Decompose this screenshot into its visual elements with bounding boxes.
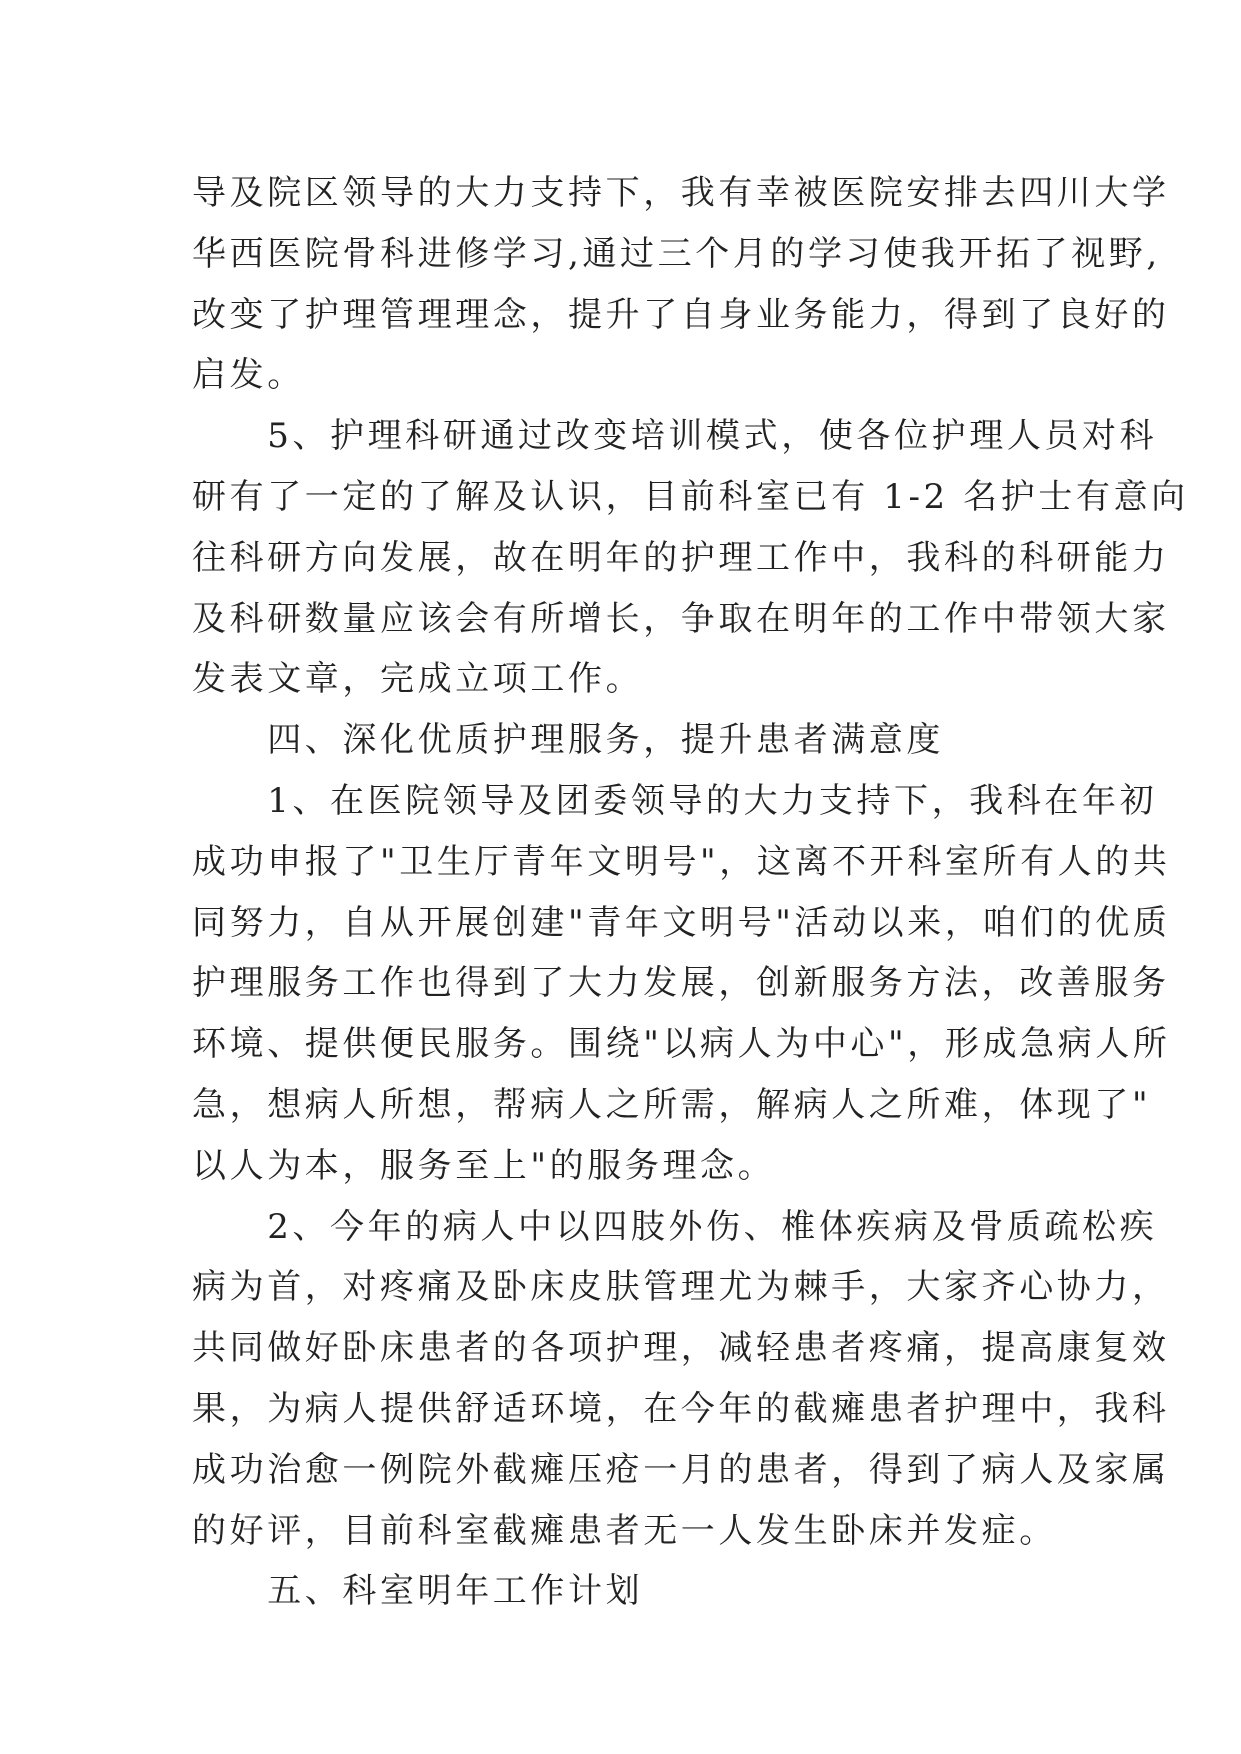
text-line: 急，想病人所想，帮病人之所需，解病人之所难，体现了": [192, 1084, 1152, 1125]
text-line: 成功申报了"卫生厅青年文明号"，这离不开科室所有人的共: [192, 841, 1171, 882]
text-line: 往科研方向发展，故在明年的护理工作中，我科的科研能力: [192, 537, 1170, 578]
section-heading: 四、深化优质护理服务，提升患者满意度: [192, 720, 944, 761]
text-line: 华西医院骨科进修学习,通过三个月的学习使我开拓了视野,: [192, 233, 1161, 274]
text-line: 5、护理科研通过改变培训模式，使各位护理人员对科: [192, 416, 1158, 457]
text-line: 研有了一定的了解及认识，目前科室已有 1-2 名护士有意向: [192, 476, 1189, 517]
section-heading: 五、科室明年工作计划: [192, 1571, 644, 1612]
text-line: 发表文章，完成立项工作。: [192, 659, 644, 700]
text-line: 环境、提供便民服务。围绕"以病人为中心"，形成急病人所: [192, 1024, 1171, 1065]
text-line: 护理服务工作也得到了大力发展，创新服务方法，改善服务: [192, 963, 1170, 1004]
text-line: 改变了护理管理理念，提升了自身业务能力，得到了良好的: [192, 294, 1170, 335]
text-line: 及科研数量应该会有所增长，争取在明年的工作中带领大家: [192, 598, 1170, 639]
text-line: 成功治愈一例院外截瘫压疮一月的患者，得到了病人及家属: [192, 1449, 1170, 1490]
text-line: 2、今年的病人中以四肢外伤、椎体疾病及骨质疏松疾: [192, 1206, 1158, 1247]
document-body: [192, 163, 1189, 1622]
text-line: 共同做好卧床患者的各项护理，减轻患者疼痛，提高康复效: [192, 1328, 1170, 1369]
text-line: 1、在医院领导及团委领导的大力支持下，我科在年初: [192, 780, 1158, 821]
text-line: 以人为本，服务至上"的服务理念。: [192, 1145, 776, 1186]
text-line: 果，为病人提供舒适环境，在今年的截瘫患者护理中，我科: [192, 1388, 1170, 1429]
text-line: 导及院区领导的大力支持下，我有幸被医院安排去四川大学: [192, 173, 1170, 213]
text-line: 的好评，目前科室截瘫患者无一人发生卧床并发症。: [192, 1510, 1057, 1551]
text-line: 同努力，自从开展创建"青年文明号"活动以来，咱们的优质: [192, 902, 1171, 943]
text-line: 启发。: [192, 355, 305, 396]
text-line: 病为首，对疼痛及卧床皮肤管理尤为棘手，大家齐心协力，: [192, 1267, 1170, 1308]
